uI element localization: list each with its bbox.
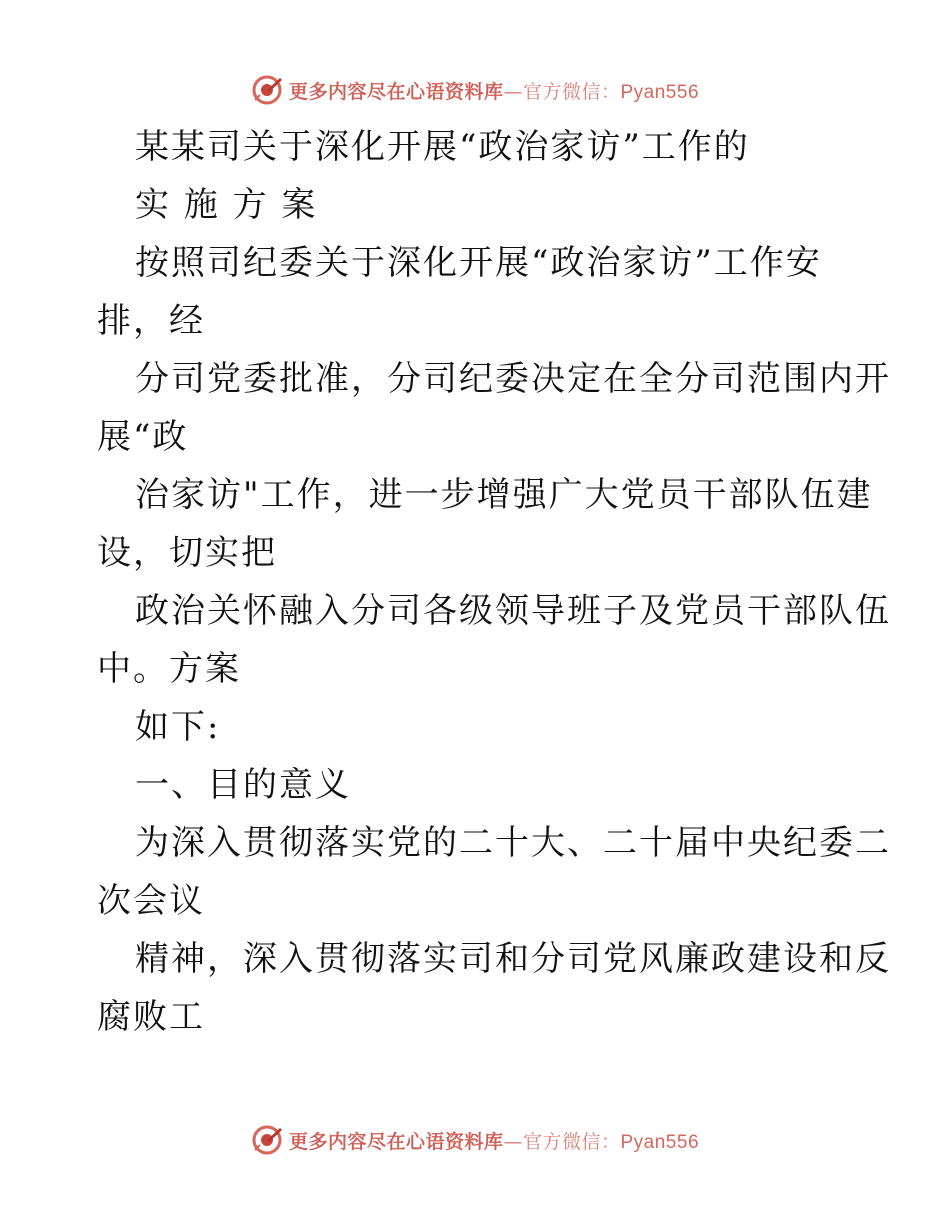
doc-line: 政治关怀融入分司各级领导班子及党员干部队伍: [135, 591, 891, 631]
footer-banner: [0, 1120, 950, 1160]
doc-line: 治家访"工作，进一步增强广大党员干部队伍建: [135, 475, 873, 515]
doc-line: 分司党委批准，分司纪委决定在全分司范围内开: [135, 359, 891, 399]
header-banner: [0, 70, 950, 110]
doc-line: 按照司纪委关于深化开展“政治家访”工作安: [135, 243, 822, 283]
doc-line: 为深入贯彻落实党的二十大、二十届中央纪委二: [135, 823, 891, 863]
doc-line: 排，经: [97, 301, 205, 341]
doc-line: 展“政: [97, 417, 189, 457]
header-banner-text: [289, 77, 699, 104]
doc-section-heading: 一、目的意义: [135, 765, 351, 805]
pen-logo-icon: [251, 74, 283, 106]
doc-line: 如下:: [135, 707, 221, 747]
doc-title-line-1: 某某司关于深化开展“政治家访”工作的: [135, 127, 750, 167]
doc-title-line-2: 实 施 方 案: [135, 185, 318, 225]
header-banner-inner: [251, 74, 699, 106]
doc-line: 中。方案: [97, 649, 241, 689]
footer-dash: —: [503, 1130, 523, 1153]
header-wechat-account: Pyan556: [620, 81, 700, 103]
pen-logo-icon: [251, 1124, 283, 1156]
doc-line: 精神，深入贯彻落实司和分司党风廉政建设和反: [135, 939, 891, 979]
doc-line: 设，切实把: [97, 533, 277, 573]
footer-banner-inner: [251, 1124, 699, 1156]
footer-brand-text: 更多内容尽在心语资料库: [288, 1130, 504, 1153]
footer-banner-text: [289, 1127, 699, 1154]
doc-line: 次会议: [97, 881, 205, 921]
doc-line: 腐败工: [97, 997, 205, 1037]
header-wechat-label: 官方微信：: [522, 80, 621, 103]
header-brand-text: 更多内容尽在心语资料库: [288, 80, 504, 103]
footer-wechat-account: Pyan556: [620, 1131, 700, 1153]
footer-wechat-label: 官方微信：: [522, 1130, 621, 1153]
header-dash: —: [503, 80, 523, 103]
